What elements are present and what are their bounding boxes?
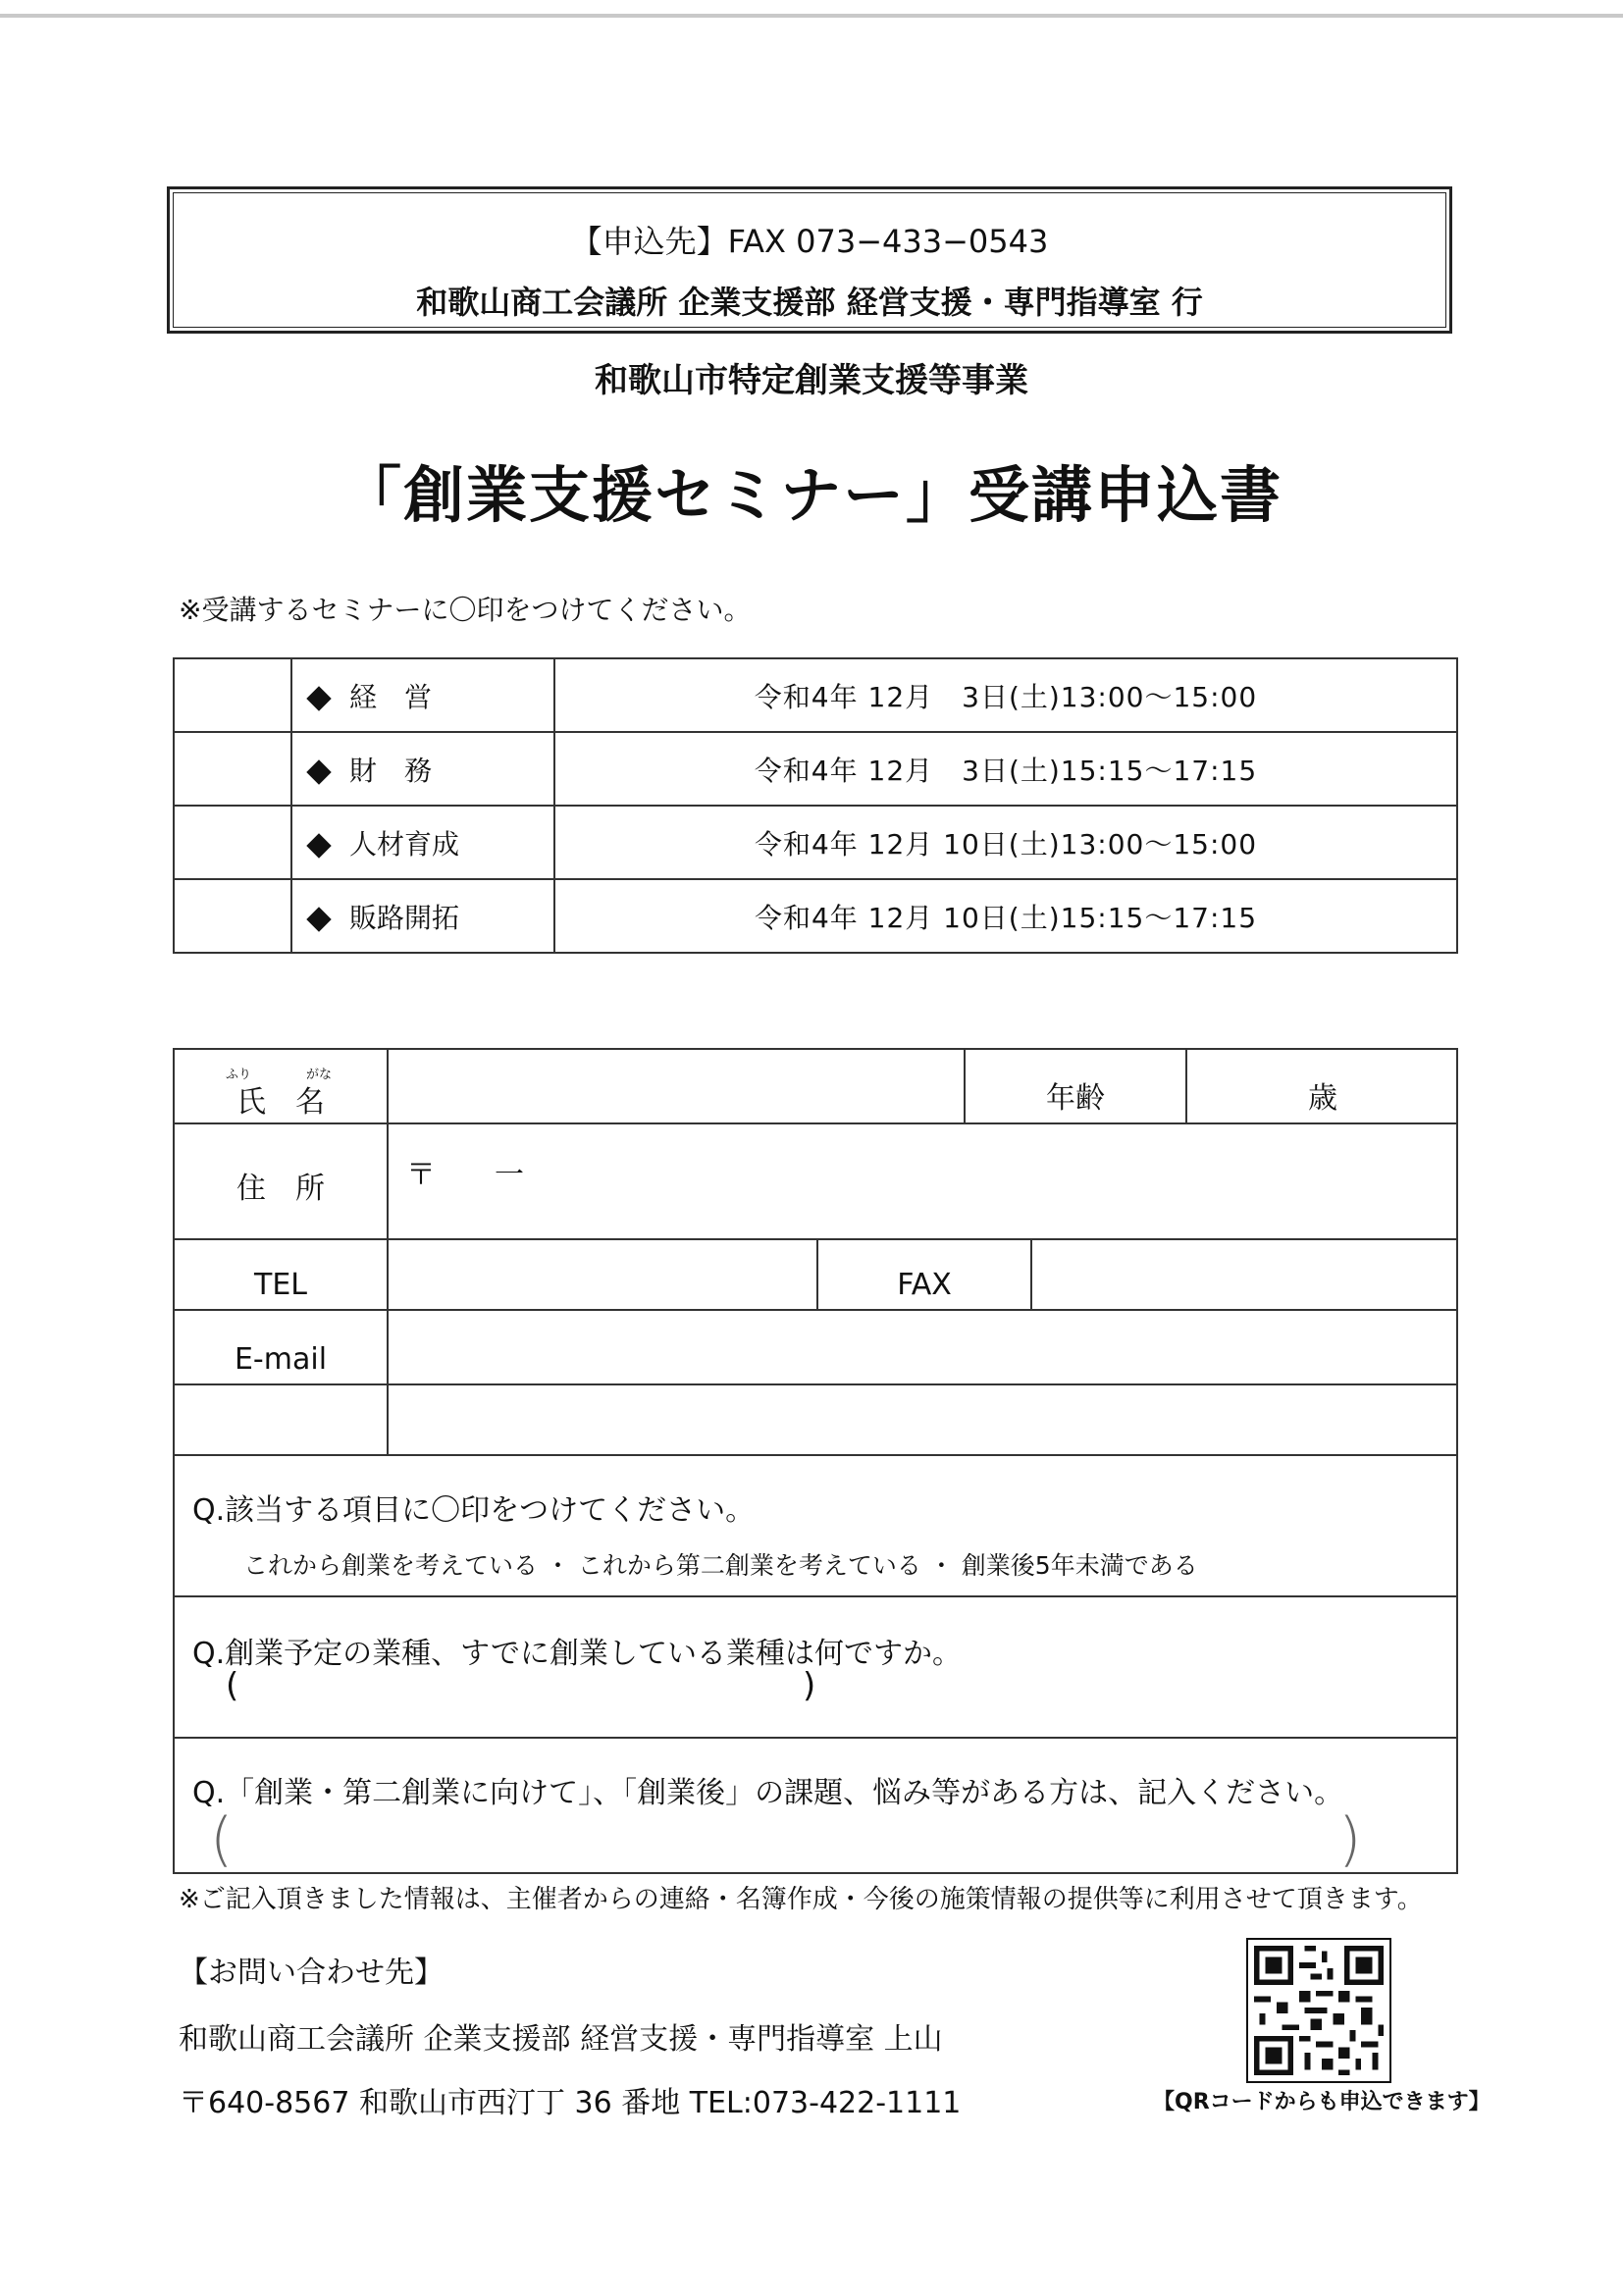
seminar-mark-cell[interactable] [174,732,291,806]
row-divider [175,1309,1456,1311]
industry-close-paren: ) [803,1666,816,1705]
diamond-icon [306,833,331,858]
email-label: E-mail [234,1342,328,1377]
diamond-icon [306,686,331,710]
age-label: 年齢 [1046,1081,1105,1116]
seminar-row [174,879,1457,953]
fax-field[interactable] [1034,1242,1456,1307]
address-field[interactable]: 〒 一 [406,1158,524,1192]
destination-office: 和歌山商工会議所 企業支援部 経営支援・専門指導室 行 [416,284,1203,321]
question-status: Q.該当する項目に〇印をつけてください。 [192,1493,756,1528]
age-field[interactable]: 歳 [1308,1081,1337,1116]
question-concerns: Q.「創業・第二創業に向けて」、「創業後」の課題、悩み等がある方は、記入ください。 [192,1776,1344,1810]
contact-office: 和歌山商工会議所 企業支援部 経営支援・専門指導室 上山 [179,2022,943,2057]
row-divider [175,1383,1456,1385]
seminar-table [173,657,1458,954]
seminar-row [174,806,1457,879]
destination-box [167,186,1452,334]
row-divider [175,1238,1456,1240]
tel-label: TEL [254,1268,307,1302]
industry-field[interactable] [253,1670,803,1719]
tel-field[interactable] [391,1242,814,1307]
label-divider [387,1050,389,1454]
row-divider [175,1737,1456,1739]
seminar-name: 財 務 [291,732,554,806]
diamond-icon [306,759,331,784]
address-label: 住 所 [236,1172,325,1206]
question-industry: Q.創業予定の業種、すでに創業している業種は何ですか。 [192,1637,963,1671]
seminar-date: 令和4年 12月 3日(土)15:15〜17:15 [554,732,1457,806]
seminar-date: 令和4年 12月 3日(土)13:00〜15:00 [554,658,1457,732]
program-name: 和歌山市特定創業支援等事業 [595,361,1028,400]
email-field[interactable] [391,1313,1456,1382]
concerns-open-paren: ( [210,1805,234,1874]
qr-caption: 【QRコードからも申込できます】 [1153,2090,1491,2114]
seminar-mark-cell[interactable] [174,658,291,732]
col-divider [1030,1238,1032,1309]
industry-open-paren: ( [226,1666,239,1705]
name-ruby: ふり [226,1068,252,1082]
concerns-close-paren: ) [1338,1805,1362,1874]
seminar-name: 人材育成 [291,806,554,879]
qr-code-icon[interactable] [1246,1938,1391,2083]
fax-label: FAX [897,1268,952,1302]
scan-edge [0,14,1623,18]
seminar-instruction: ※受講するセミナーに〇印をつけてください。 [179,594,752,626]
seminar-date: 令和4年 12月 10日(土)15:15〜17:15 [554,879,1457,953]
contact-address: 〒640-8567 和歌山市西汀丁 36 番地 TEL:073-422-1111 [179,2086,962,2120]
destination-fax: 【申込先】FAX 073−433−0543 [570,223,1049,260]
name-label: 氏 名 [236,1085,325,1120]
row-divider [175,1454,1456,1456]
name-field[interactable] [391,1054,962,1121]
contact-heading: 【お問い合わせ先】 [179,1956,444,1990]
concerns-field[interactable] [243,1815,1382,1870]
diamond-icon [306,907,331,931]
seminar-date: 令和4年 12月 10日(土)13:00〜15:00 [554,806,1457,879]
seminar-row [174,732,1457,806]
seminar-mark-cell[interactable] [174,806,291,879]
page-title: 「創業支援セミナー」受講申込書 [340,459,1283,531]
seminar-name: 経 営 [291,658,554,732]
name-ruby: がな [306,1068,333,1082]
privacy-note: ※ご記入頂きました情報は、主催者からの連絡・名簿作成・今後の施策情報の提供等に利用させて頂きます。 [179,1885,1423,1914]
row-divider [175,1595,1456,1597]
status-options[interactable]: これから創業を考えている ・ これから第二創業を考えている ・ 創業後5年未満である [243,1551,1198,1580]
row-divider [175,1122,1456,1124]
seminar-name: 販路開拓 [291,879,554,953]
applicant-form [173,1048,1458,1874]
seminar-mark-cell[interactable] [174,879,291,953]
seminar-row [174,658,1457,732]
